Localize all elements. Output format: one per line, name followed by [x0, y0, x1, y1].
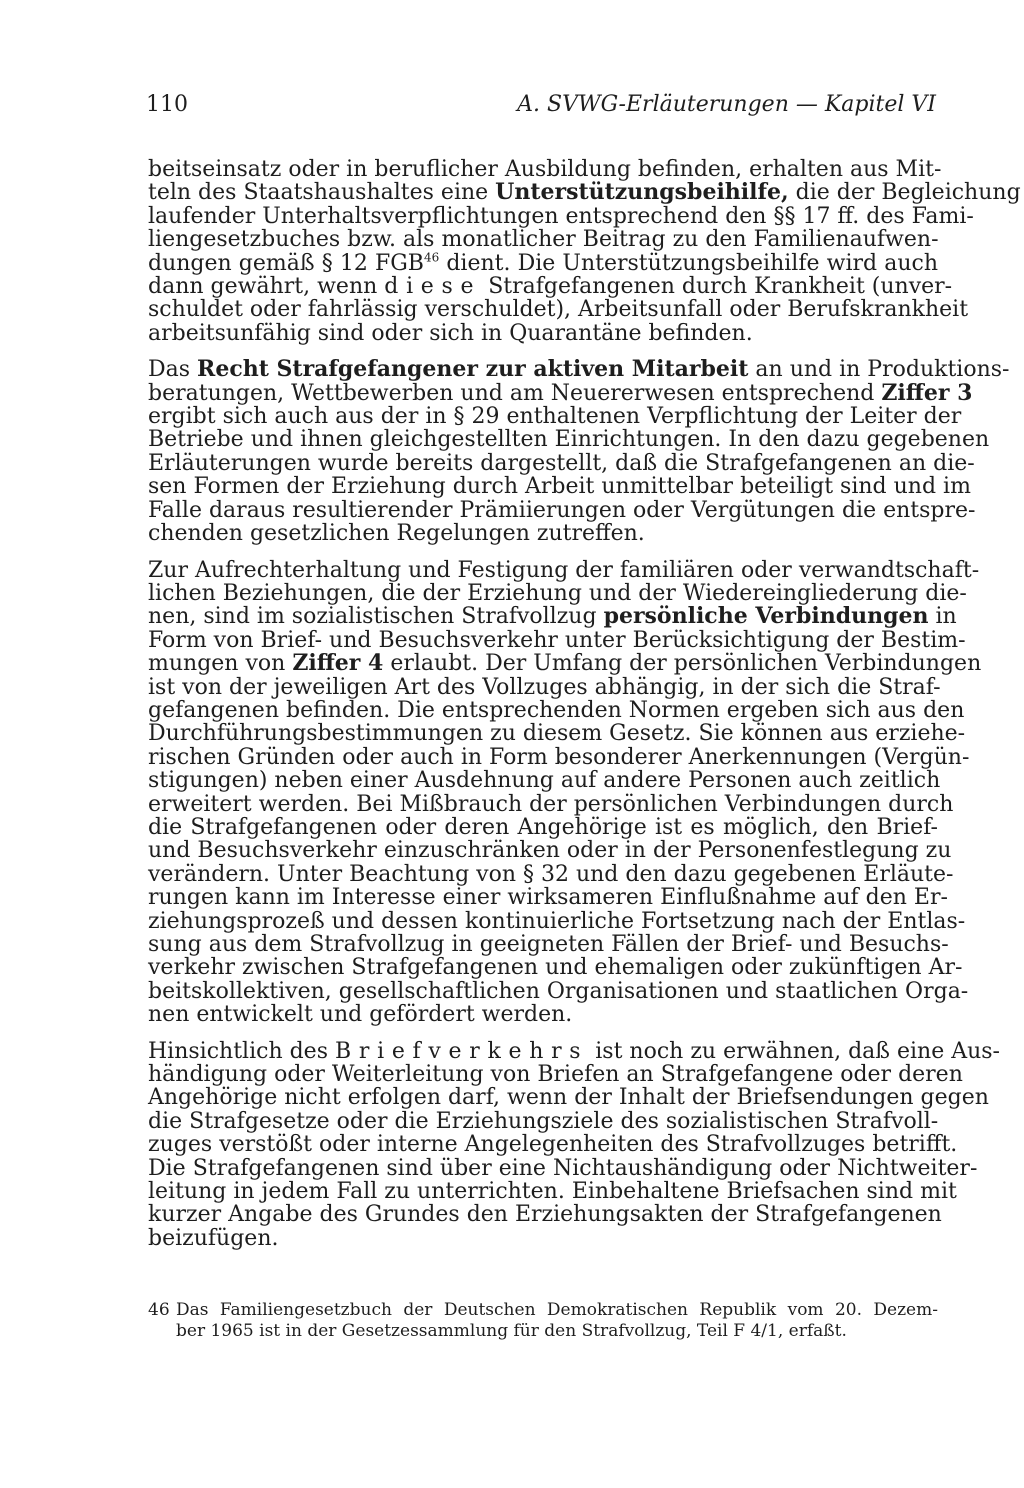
running-title: A. SVWG-Erläuterungen — Kapitel VI: [517, 92, 936, 117]
text-line: [148, 497, 976, 523]
text-run: Form von Brief- und Besuchsverkehr unter Berücksichtigung der Bestim-: [148, 627, 966, 653]
text-run: mungen von: [148, 651, 293, 677]
text-line: [148, 816, 938, 839]
spaced-emphasis: diese: [384, 274, 482, 300]
text-run: rischen Gründen oder auch in Form besonderer Anerkennungen (Vergün-: [148, 744, 970, 770]
text-run: ist noch zu erwähnen, daß eine Aus-: [588, 1038, 1000, 1064]
text-line: [148, 1110, 938, 1133]
text-line: [148, 557, 980, 583]
text-run: ergibt sich auch aus der in § 29 enthaltenen Verpflichtung der Leiter der: [148, 404, 962, 430]
text-run: Falle daraus resultierender Prämiierungen oder Vergütungen die entspre-: [148, 497, 976, 523]
text-line: [148, 1003, 938, 1026]
text-run: schuldet oder fahrlässig verschuldet), Arbeitsunfall oder Berufskrankheit: [148, 297, 969, 323]
text-run: die Strafgesetze oder die Erziehungsziele des sozialistischen Strafvoll-: [148, 1108, 939, 1134]
text-run: liengesetzbuches bzw. als monatlicher Beitrag zu den Familienaufwen-: [148, 227, 939, 253]
text-run: verändern. Unter Beachtung von § 32 und den dazu gegebenen Erläute-: [148, 861, 954, 887]
text-line: [148, 674, 941, 700]
paragraph: [148, 557, 982, 1028]
text-line: [148, 179, 1021, 206]
text-run: Angehörige nicht erfolgen darf, wenn der Inhalt der Briefsendungen gegen: [148, 1085, 989, 1111]
text-run: erweitert werden. Bei Mißbrauch der persönlichen Verbindungen durch: [148, 791, 954, 817]
text-run: die Strafgefangenen oder deren Angehörige ist es möglich, den Brief-: [148, 814, 938, 840]
text-run: Strafgefangenen durch Krankheit (unver-: [481, 274, 953, 300]
text-run: Hinsichtlich des: [148, 1038, 335, 1064]
bold-term: Recht Strafgefangener zur aktiven Mitarbeit: [197, 356, 749, 383]
text-line: [148, 522, 938, 545]
text-line: [148, 1227, 938, 1250]
text-line: [148, 697, 965, 723]
text-line: [148, 580, 967, 606]
text-run: lichen Beziehungen, die der Erziehung und der Wiedereingliederung die-: [148, 580, 967, 606]
text-run: zuges verstößt oder interne Angelegenheiten des Strafvollzuges betrifft.: [148, 1132, 958, 1158]
bold-term: Unterstützungsbeihilfe,: [495, 179, 789, 206]
text-run: an und in Produktions-: [748, 357, 1010, 383]
text-line: [148, 791, 954, 817]
text-line: [148, 768, 941, 794]
text-run: beratungen, Wettbewerben und am Neuererwesen entsprechend: [148, 380, 882, 406]
text-line: [148, 379, 973, 406]
text-run: sen Formen der Erziehung durch Arbeit unmittelbar beteiligt sind und im: [148, 474, 971, 500]
text-line: [148, 744, 970, 770]
text-line: [148, 955, 963, 981]
text-line: [148, 228, 938, 251]
text-run: Durchführungsbestimmungen zu diesem Gesetz. Sie können aus erziehe-: [148, 721, 966, 747]
text-line: [148, 1085, 989, 1111]
text-run: nen, sind im sozialistischen Strafvollzug: [148, 604, 604, 630]
page-number: 110: [146, 92, 188, 117]
text-line: [148, 1179, 957, 1205]
text-line: [148, 861, 954, 887]
text-run: chenden gesetzlichen Regelungen zutreffen.: [148, 521, 645, 547]
text-line: [148, 322, 938, 345]
text-run: gefangenen befinden. Die entsprechenden Normen ergeben sich aus den: [148, 697, 965, 723]
footnote-mark: 46: [148, 1300, 170, 1320]
text-line: [148, 838, 952, 864]
text-line: [148, 932, 949, 957]
footnote: [148, 1300, 938, 1342]
text-line: [148, 1202, 942, 1228]
text-run: rungen kann im Interesse einer wirksameren Einflußnahme auf den Er-: [148, 885, 948, 911]
text-line: [148, 1132, 958, 1158]
body-text: [148, 157, 1021, 1263]
text-run: ziehungsprozeß und dessen kontinuierliche Fortsetzung nach der Entlas-: [148, 908, 966, 934]
text-run: Das: [148, 357, 198, 383]
text-line: [148, 404, 962, 430]
text-line: [148, 978, 969, 1004]
text-line: [148, 1062, 963, 1088]
text-run: laufender Unterhaltsverpflichtungen entsprechend den §§ 17 ff. des Fami-: [148, 203, 974, 229]
text-run: verkehr zwischen Strafgefangenen und ehemaligen oder zukünftigen Ar-: [148, 955, 963, 981]
text-run: händigung oder Weiterleitung von Briefen an Strafgefangene oder deren: [148, 1062, 963, 1088]
text-run: leitung in jedem Fall zu unterrichten. Einbehaltene Briefsachen sind mit: [148, 1179, 957, 1205]
text-run: nen entwickelt und gefördert werden.: [148, 1002, 573, 1028]
text-run: die der Begleichung: [788, 180, 1021, 206]
text-run: sung aus dem Strafvollzug in geeigneten Fällen der Brief- und Besuchs-: [148, 932, 949, 957]
text-line: [148, 297, 969, 323]
text-line: [148, 356, 1010, 383]
bold-term: persönliche Verbindungen: [603, 603, 929, 630]
text-line: [148, 885, 948, 911]
text-run: erlaubt. Der Umfang der persönlichen Verbindungen: [383, 651, 982, 677]
text-run: ist von der jeweiligen Art des Vollzuges abhängig, in der sich die Straf-: [148, 674, 941, 700]
footnote-text: [176, 1300, 938, 1342]
bold-term: Ziffer 4: [292, 650, 384, 677]
text-run: dungen gemäß § 12 FGB: [148, 250, 424, 276]
text-line: [148, 1038, 1000, 1064]
text-run: dann gewährt, wenn: [148, 274, 385, 300]
text-line: [148, 1155, 978, 1181]
text-line: [148, 627, 966, 653]
text-line: [148, 908, 966, 934]
text-line: [148, 274, 953, 300]
text-run: beitseinsatz oder in beruflicher Ausbildung befinden, erhalten aus Mit-: [148, 157, 942, 182]
footnote-reference: 46: [423, 250, 440, 265]
paragraph: [148, 356, 1010, 547]
text-line: [148, 721, 966, 747]
text-run: arbeitsunfähig sind oder sich in Quarantäne befinden.: [148, 320, 753, 346]
text-line: [148, 603, 957, 630]
text-line: [148, 252, 938, 275]
paragraph: [148, 1038, 1000, 1251]
text-line: [148, 203, 974, 229]
text-line: [148, 450, 975, 476]
footnote-line: Das Familiengesetzbuch der Deutschen Demokratischen Republik vom 20. Dezem-: [176, 1300, 938, 1320]
text-run: dient. Die Unterstützungsbeihilfe wird auch: [439, 250, 938, 276]
text-run: Erläuterungen wurde bereits dargestellt, daß die Strafgefangenen an die-: [148, 450, 975, 476]
text-run: und Besuchsverkehr einzuschränken oder in der Personenfestlegung zu: [148, 838, 952, 864]
bold-term: Ziffer 3: [881, 379, 973, 406]
text-run: teln des Staatshaushaltes eine: [148, 180, 496, 206]
text-run: in: [928, 604, 957, 630]
text-run: stigungen) neben einer Ausdehnung auf andere Personen auch zeitlich: [148, 768, 941, 794]
spaced-emphasis: Briefverkehrs: [335, 1038, 589, 1064]
text-run: Die Strafgefangenen sind über eine Nichtaushändigung oder Nichtweiter-: [148, 1155, 978, 1181]
text-run: Zur Aufrechterhaltung und Festigung der familiären oder verwandtschaft-: [148, 557, 980, 583]
text-run: Betriebe und ihnen gleichgestellten Einrichtungen. In den dazu gegebenen: [148, 427, 990, 453]
text-line: [148, 650, 982, 677]
footnote-line: ber 1965 ist in der Gesetzessammlung für den Strafvollzug, Teil F 4/1, erfaßt.: [176, 1321, 847, 1341]
text-line: [148, 427, 990, 453]
text-line: [148, 157, 942, 182]
paragraph: [148, 157, 1021, 346]
text-line: [148, 474, 971, 500]
text-run: kurzer Angabe des Grundes den Erziehungsakten der Strafgefangenen: [148, 1202, 942, 1228]
text-run: beitskollektiven, gesellschaftlichen Organisationen und staatlichen Orga-: [148, 978, 969, 1004]
text-run: beizufügen.: [148, 1225, 279, 1251]
